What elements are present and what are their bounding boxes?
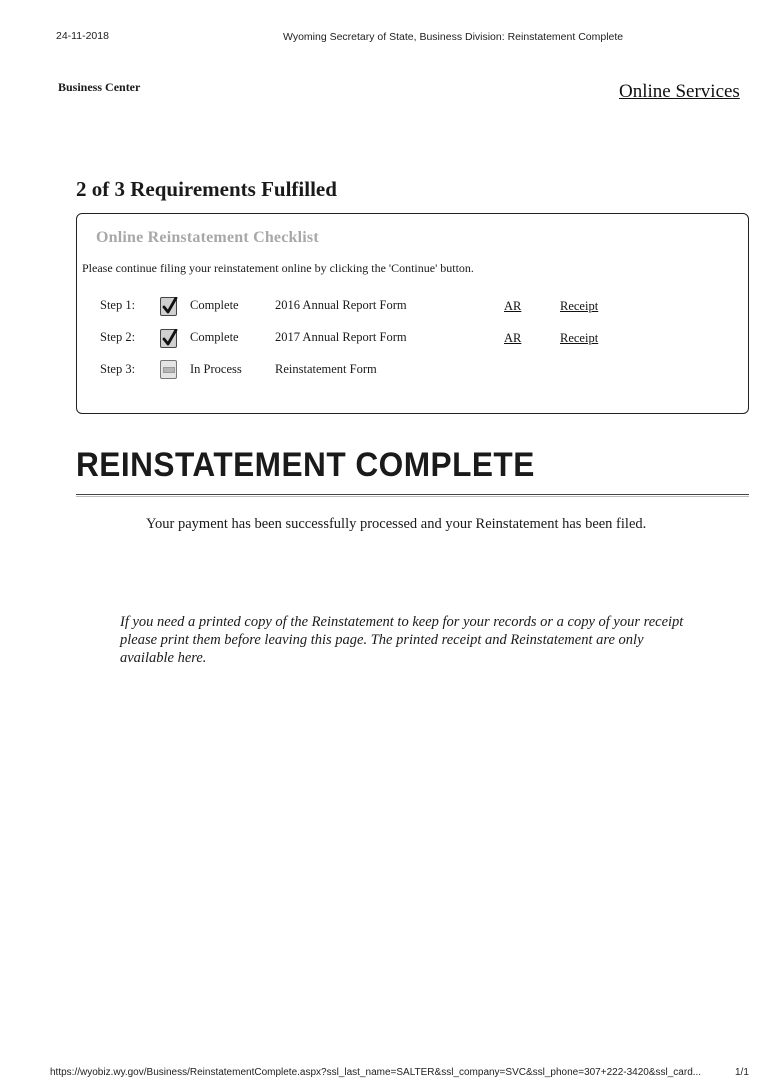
print-footer-url: https://wyobiz.wy.gov/Business/ReinstatementComplete.aspx?ssl_last_name=SALTER&ssl_company=SVC&ssl_phone=307+222-3420&ssl_card... [50,1067,702,1078]
step-3-status: In Process [190,362,242,376]
step-2-form: 2017 Annual Report Form [275,330,407,344]
business-center-label: Business Center [58,80,141,94]
step-2-ar-link[interactable]: AR [504,331,522,345]
step-1-receipt-link[interactable]: Receipt [560,299,599,313]
step-1-status: Complete [190,298,239,312]
step-3-label: Step 3: [100,362,136,376]
divider [76,494,749,495]
print-page-number: 1/1 [735,1067,749,1078]
step-2-label: Step 2: [100,330,136,344]
step-1-form: 2016 Annual Report Form [275,298,407,312]
confirmation-message: Your payment has been successfully processed and your Reinstatement has been filed. [146,516,647,532]
step-3-in-process-icon [160,360,177,379]
requirements-heading: 2 of 3 Requirements Fulfilled [76,177,337,201]
online-services-link[interactable]: Online Services [619,81,740,102]
step-1-checkbox [160,297,177,316]
step-1-ar-link[interactable]: AR [504,299,522,313]
print-page-title: Wyoming Secretary of State, Business Division: Reinstatement Complete [283,31,624,43]
print-date: 24-11-2018 [56,30,109,42]
divider [76,496,749,497]
step-2-checkbox [160,329,177,348]
step-1-label: Step 1: [100,298,136,312]
checklist-instructions: Please continue filing your reinstatement online by clicking the 'Continue' button. [82,261,474,275]
pending-icon [163,367,175,373]
step-2-receipt-link[interactable]: Receipt [560,331,599,345]
print-notice: If you need a printed copy of the Reinstatement to keep for your records or a copy of your receipt please print them before leaving this page. The printed receipt and Reinstatement are only available here. [120,614,684,666]
step-3-form: Reinstatement Form [275,362,377,376]
reinstatement-complete-heading: REINSTATEMENT COMPLETE [76,446,535,484]
checkmark-icon [162,329,178,347]
step-2-status: Complete [190,330,239,344]
checklist-title: Online Reinstatement Checklist [96,229,319,246]
checkmark-icon [162,297,178,315]
